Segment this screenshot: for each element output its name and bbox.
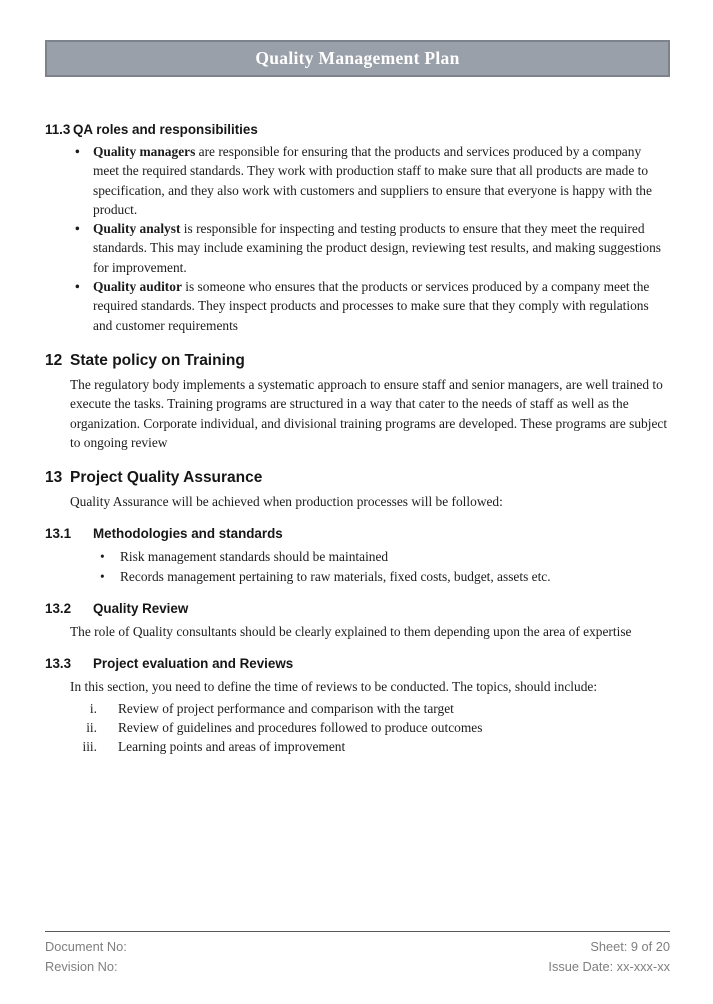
section-title: Project evaluation and Reviews: [93, 656, 294, 672]
document-no-label: Document No:: [45, 939, 127, 954]
list-text: Review of guidelines and procedures followed to produce outcomes: [118, 719, 483, 735]
page-footer: [45, 931, 670, 977]
section-number: 12: [45, 351, 63, 369]
list-item: [45, 219, 670, 277]
section-paragraph: The regulatory body implements a systematic approach to ensure staff and senior managers, are well trained to execute the tasks. Training programs are structured in a way that cater to the needs of staff as well as the organization. Corporate individual, and divisional training programs are developed. These programs are subject to ongoing review: [70, 376, 668, 450]
list-item: [45, 737, 670, 756]
bullet-lead: Quality auditor: [93, 279, 182, 295]
list-marker: ii.: [86, 719, 97, 735]
revision-no-label: Revision No:: [45, 959, 118, 974]
list-item: • Risk management standards should be maintained: [45, 547, 670, 566]
qa-roles-bullet-list: [45, 142, 670, 335]
section-title: QA roles and responsibilities: [73, 122, 258, 137]
list-item: [45, 699, 670, 718]
section-number: 13.3: [45, 656, 72, 672]
footer-left: [45, 937, 127, 977]
section-heading-13-3: [45, 655, 670, 673]
section-title: Project Quality Assurance: [70, 469, 263, 487]
list-text: Learning points and areas of improvement: [118, 739, 346, 755]
document-title: Quality Management Plan: [255, 48, 460, 68]
list-item: [45, 718, 670, 737]
list-marker: i.: [89, 700, 97, 716]
section-heading-11-3: [45, 121, 670, 139]
footer-right: [548, 937, 670, 977]
methodologies-bullet-list: [45, 547, 670, 586]
section-heading-13: [45, 468, 670, 488]
section-number: 13: [45, 469, 63, 487]
bullet-lead: Quality analyst: [93, 221, 181, 237]
section-title: Quality Review: [93, 601, 189, 617]
section-title: Methodologies and standards: [93, 526, 283, 542]
list-text: Review of project performance and comparison with the target: [118, 700, 454, 716]
section-heading-12: [45, 351, 670, 371]
section-number: 11.3: [45, 122, 71, 137]
sheet-label: Sheet: 9 of 20: [590, 939, 670, 954]
section-number: 13.2: [45, 601, 72, 617]
section-heading-13-1: [45, 525, 670, 543]
section-paragraph: In this section, you need to define the time of reviews to be conducted. The topics, should include:: [70, 679, 598, 695]
section-number: 13.1: [45, 526, 72, 542]
section-paragraph: Quality Assurance will be achieved when production processes will be followed:: [70, 494, 503, 510]
bullet-lead: Quality managers: [93, 144, 196, 159]
bullet-text: are responsible for ensuring that the products and services produced by a company meet the required standards. They work with production staff to make sure that all products are made to specification, and they also work with customers and suppliers to ensure that everyone is happy with the product.: [93, 144, 652, 217]
list-item: • Records management pertaining to raw materials, fixed costs, budget, assets etc.: [45, 567, 670, 586]
section-paragraph: The role of Quality consultants should be clearly explained to them depending upon the area of expertise: [70, 624, 632, 640]
section-title: State policy on Training: [70, 351, 245, 369]
review-topics-list: [45, 699, 670, 757]
bullet-text: is responsible for inspecting and testing products to ensure that they meet the required standards. This may include examining the product design, reviewing test results, and making suggestions for improvement.: [93, 221, 662, 275]
issue-date-label: Issue Date: xx-xxx-xx: [548, 959, 670, 974]
document-title-banner: [45, 40, 670, 77]
bullet-text: is someone who ensures that the products or services produced by a company meet the required standards. They inspect products and processes to make sure that they comply with regulations and customer requirements: [93, 279, 650, 333]
document-body: [45, 121, 670, 757]
list-item: [45, 142, 670, 219]
section-heading-13-2: [45, 600, 670, 618]
list-marker: iii.: [82, 739, 97, 755]
list-item: [45, 277, 670, 335]
